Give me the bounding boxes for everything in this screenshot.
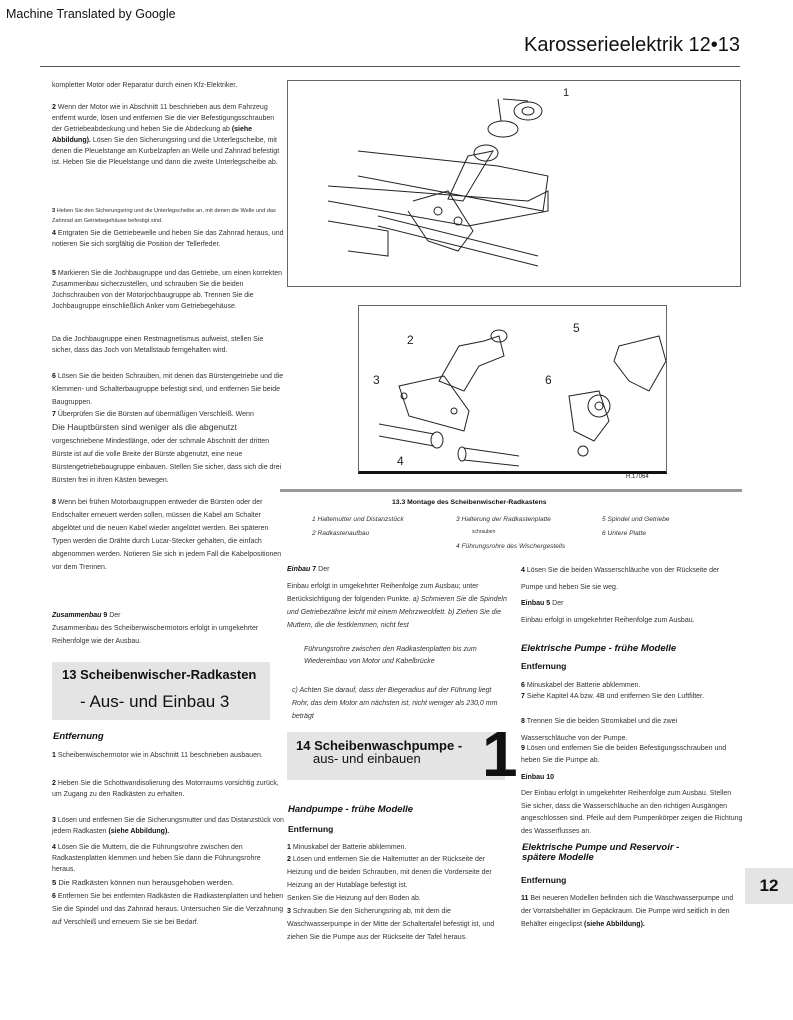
list-item: [521, 713, 691, 747]
paragraph-intro: kompletter Motor oder Reparatur durch einen Kfz-Elektriker.: [52, 82, 238, 89]
step-text: Die Radkästen können nun herausgehoben werden.: [58, 878, 234, 887]
later-models-heading: [522, 843, 679, 863]
paragraph-magnetism: Da die Jochbaugruppe einen Restmagnetismus aufweist, stellen Sie sicher, dass das Joch von Metallstaub ferngehalten wird.: [52, 336, 264, 354]
einbau-5: [521, 595, 743, 629]
step-text: Einbau erfolgt in umgekehrter Reihenfolge zum Ausbau; unter Berücksichtigung der folgenden Punkte.: [287, 583, 479, 603]
list-item: [52, 778, 284, 800]
step-text: Minuskabel der Batterie abklemmen.: [292, 844, 407, 851]
step-number: 2: [52, 780, 56, 787]
step-text: Heben Sie den Sicherungsring und die Unterlegscheibe an, mit denen die Welle und das Zahnrad am Getriebegehäuse befestigt sind.: [52, 208, 276, 224]
step-text: Entfernen Sie bei entfernten Radkästen die Radkastenplatten und heben Sie die Spindel und das Zahnrad heraus. Untersuchen Sie die Verzahnung auf Verschleiß und erneuern Sie sie bei Bedarf.: [52, 893, 284, 926]
paragraph-5: [52, 268, 284, 312]
step-number: 3: [287, 908, 291, 915]
step-number: 1: [52, 752, 56, 759]
step-number: 4: [52, 230, 56, 237]
step-note: a) Schmieren Sie die Spindeln und Getriebezähne leicht mit einem Mehrzweckfett. b) Ziehen Sie die Muttern, die die festklemmen, nicht fest: [287, 596, 507, 629]
step-number: 6: [521, 682, 525, 689]
subheading-label: Zusammenbau: [52, 612, 102, 619]
einbau-10-label: [521, 772, 743, 783]
list-item: [287, 905, 509, 944]
step-text: vorgeschriebene Mindestlänge, oder der schmale Abschnitt der dritten Bürste ist auf die volle Breite der Bürste abgenutzt, eine neue Bürstengetriebebaugruppe einbauen. Stellen Sie sicher, dass sich die drei Bürsten frei in ihren Kästen bewegen.: [52, 438, 282, 484]
step-text: Scheibenwischermotor wie in Abschnitt 11 beschrieben ausbauen.: [57, 752, 263, 759]
step-text: Lösen Sie die Muttern, die die Führungsrohre zwischen den Radkastenplatten klemmen und heben Sie dann die Führungsrohre heraus.: [52, 844, 261, 873]
figure-divider: [280, 489, 742, 492]
paragraph-9: [52, 609, 284, 648]
list-item: [521, 691, 743, 702]
figure-caption-item: schrauben: [472, 529, 496, 535]
entfernung-heading: Entfernung: [53, 731, 104, 742]
header-rule: [40, 66, 740, 67]
step-number: 3: [52, 208, 56, 214]
figure-caption-title: 13.3 Montage des Scheibenwischer-Radkastens: [392, 499, 547, 506]
step-number: 7: [521, 693, 525, 700]
step-number: 5: [52, 878, 57, 887]
paragraph-4-right: [521, 562, 743, 596]
section-13-subtitle: - Aus- und Einbau 3: [80, 692, 230, 711]
step-text: Lösen Sie die beiden Wasserschläuche von der Rückseite der Pumpe und heben Sie sie weg.: [521, 567, 720, 591]
entfernung-heading: Entfernung: [521, 661, 567, 671]
step-text: Zusammenbau des Scheibenwischermotors erfolgt in umgekehrter Reihenfolge wie der Ausbau.: [52, 625, 259, 645]
list-item: [52, 815, 284, 837]
paragraph-7: [52, 408, 284, 487]
heading-line: Elektrische Pumpe und Reservoir -: [522, 842, 680, 853]
paragraph-3: [52, 206, 284, 226]
step-number: 7: [52, 411, 56, 418]
figure-caption-item: 6 Untere Platte: [602, 530, 646, 537]
step-text: Der: [109, 612, 121, 619]
step-text: Überprüfen Sie die Bürsten auf übermäßigen Verschleiß. Wenn: [57, 411, 254, 418]
step-text: Wenn bei frühen Motorbaugruppen entweder die Bürsten oder der Endschalter erneuert werden sollen, müssen die Kabel am Schalter abgelötet und die neuen Kabel wieder angelötet werden. Bei späteren Typen werden die Drähte durch Lucar-Stecker gehalten, die einfach abgenommen werden. Notieren Sie sich in jedem Fall die Kabelpositionen vor dem Trennen.: [52, 499, 282, 571]
figure-reference: (siehe Abbildung).: [108, 828, 170, 835]
elektrische-pumpe-heading: Elektrische Pumpe - frühe Modelle: [521, 643, 677, 654]
list-item: [52, 890, 284, 929]
list-item: [287, 842, 507, 853]
step-text: Die Hauptbürsten sind weniger als die abgenutzt: [52, 422, 237, 432]
entfernung-heading: Entfernung: [521, 875, 567, 885]
figure-caption-item: 4 Führungsrohre des Wischergestells: [456, 543, 566, 550]
step-text: Senken Sie die Heizung auf den Boden ab.: [287, 895, 421, 902]
section-14-subtitle: aus- und einbauen: [313, 751, 421, 766]
step-text: Lösen und entfernen Sie die beiden Befestigungsschrauben und heben Sie die Pumpe ab.: [521, 745, 727, 764]
list-item: [521, 680, 743, 691]
step-number: 6: [52, 893, 56, 900]
wiper-wheelbox-illustration: [288, 81, 740, 286]
einbau-10: Der Einbau erfolgt in umgekehrter Reihenfolge zum Ausbau. Stellen Sie sicher, dass die Wasserschläuche an den richtigen Ausgängen angeschlossen sind. Pfeile auf dem Pumpenkörper zeigen die Richtung des Wasserflusses an.: [521, 790, 743, 835]
list-item: [52, 877, 284, 888]
section-13-title: 13 Scheibenwischer-Radkasten: [62, 667, 257, 682]
paragraph-2: [52, 102, 284, 168]
step-number: 6: [52, 373, 56, 380]
section-14-title: 14 Scheibenwaschpumpe -: [296, 738, 463, 753]
step-number: 8: [521, 718, 525, 725]
step-text: Wenn der Motor wie in Abschnitt 11 beschrieben aus dem Fahrzeug entfernt wurde, lösen und entfernen Sie die vier Befestigungsschrauben der Getriebeabdeckung und heben Sie die Abdeckung ab: [52, 104, 275, 133]
figure-label-1: 1: [563, 87, 570, 99]
step-text: Lösen und entfernen Sie die Sicherungsmutter und das Distanzstück von jedem Radkasten: [52, 817, 284, 835]
paragraph-4: [52, 228, 284, 250]
list-item: [287, 853, 507, 905]
figure-reference: (siehe Abbildung).: [52, 126, 253, 144]
figure-label-5: 5: [573, 321, 580, 335]
paragraph-6: [52, 370, 284, 409]
step-text: Entgraten Sie die Getriebewelle und heben Sie das Zahnrad heraus, und notieren Sie sich sorgfältig die Position der Tellerfeder.: [52, 230, 284, 248]
figure-label-3: 3: [373, 373, 380, 387]
step-number: 2: [287, 856, 291, 863]
entfernung-heading: Entfernung: [288, 824, 334, 834]
subheading-label: Einbau 10: [521, 774, 555, 781]
figure-caption-item: 5 Spindel und Getriebe: [602, 516, 670, 523]
figure-label-6: 6: [545, 373, 552, 387]
figure-code: H.17064: [626, 474, 649, 480]
figure-caption-item: 2 Radkastenaufbau: [312, 530, 370, 537]
step-number: 3: [52, 817, 56, 824]
list-item: [52, 750, 284, 761]
step-text: Lösen Sie den Sicherungsring und die Unterlegscheibe, mit denen die Pleuelstange am Kurbelzapfen an Welle und Zahnrad befestigt ist. Heben Sie die Pleuelstange und dann die zweite Unterlegscheibe ab.: [52, 137, 280, 166]
step-text: Heben Sie die Schottwandisolierung des Motorraums vorsichtig zurück, um Zugang zu den Radkästen zu erhalten.: [52, 780, 279, 798]
figure-top-panel: [287, 80, 741, 287]
heading-line: spätere Modelle: [522, 852, 594, 863]
einbau-7: [287, 564, 519, 575]
step-number: 2: [52, 104, 56, 111]
wiper-wheelbox-parts-illustration: [359, 306, 666, 471]
step-number: 9: [103, 612, 108, 619]
subheading-label: Einbau: [287, 566, 311, 573]
paragraph-8: [52, 496, 284, 574]
list-item: [521, 892, 743, 931]
figure-caption-item: 1 Haltemutter und Distanzstück: [312, 516, 404, 523]
step-number: 9: [521, 745, 525, 752]
list-item: [52, 842, 284, 875]
step-text: Der: [552, 600, 564, 607]
step-text: Siehe Kapitel 4A bzw. 4B und entfernen Sie den Luftfilter.: [526, 693, 704, 700]
step-number: 4: [521, 567, 525, 574]
einbau-7-note-c: c) Achten Sie darauf, dass der Biegeradius auf der Führung liegt Rohr, das dem Motor am nächsten ist, nicht weniger als 230,0 mm beträgt: [292, 687, 498, 720]
step-number: 5: [52, 270, 56, 277]
step-text: Minuskabel der Batterie abklemmen.: [526, 682, 641, 689]
chapter-tab: 12: [745, 868, 793, 904]
machine-translated-banner: Machine Translated by Google: [6, 7, 176, 21]
step-text: Schrauben Sie den Sicherungsring ab, mit dem die Waschwasserpumpe in der Mitte der Schaltertafel befestigt ist, und ziehen Sie die Pumpe aus der Rückseite der Tafel heraus.: [287, 908, 495, 941]
list-item: [521, 743, 743, 767]
figure-caption-item: 3 Halterung der Radkastenplatte: [456, 516, 551, 523]
page-title: Karosserieelektrik 12•13: [524, 34, 740, 56]
step-text: Trennen Sie die beiden Stromkabel und die zwei Wasserschläuche von der Pumpe.: [521, 718, 678, 742]
figure-label-4: 4: [397, 454, 404, 468]
step-number: 11: [521, 895, 529, 902]
subheading-label: Einbau 5: [521, 600, 551, 607]
step-number: 1: [287, 844, 291, 851]
step-number: 4: [52, 844, 56, 851]
figure-bottom-panel: [358, 305, 667, 474]
step-text: Lösen Sie die beiden Schrauben, mit denen das Bürstengetriebe und die Klemmen- und Schalterbaugruppe befestigt sind, und entfernen Sie beide Baugruppen.: [52, 373, 284, 406]
section-14-badge: 1: [482, 718, 518, 790]
handpumpe-heading: Handpumpe - frühe Modelle: [288, 804, 414, 815]
step-text: Lösen und entfernen Sie die Haltemutter an der Rückseite der Heizung und die beiden Schrauben, mit denen die Vorderseite der Heizung an der Hutablage befestigt ist.: [287, 856, 492, 889]
figure-label-2: 2: [407, 333, 414, 347]
step-text: Markieren Sie die Jochbaugruppe und das Getriebe, um einen korrekten Zusammenbau sicherzustellen, und schrauben Sie die beiden Jochschrauben von der Motorjochbaugruppe ab. Trennen Sie die Jochbaugruppe einschließlich Anker vom Getriebegehäuse.: [52, 270, 282, 310]
step-text: Einbau erfolgt in umgekehrter Reihenfolge zum Ausbau.: [521, 617, 695, 624]
einbau-7-note-a: Führungsrohre zwischen den Radkastenplatten bis zum Wiedereinbau von Motor und Kabelbrücke: [304, 646, 477, 665]
step-text: Der: [318, 566, 330, 573]
step-text: Bei neueren Modellen befinden sich die Waschwasserpumpe und der Vorratsbehälter im Gepäckraum. Die Pumpe wird seitlich in den Behälter eingeclipst: [521, 895, 734, 928]
figure-reference: (siehe Abbildung).: [584, 921, 645, 928]
step-number: 7: [312, 566, 317, 573]
step-number: 8: [52, 499, 56, 506]
einbau-7-body: [287, 580, 512, 632]
